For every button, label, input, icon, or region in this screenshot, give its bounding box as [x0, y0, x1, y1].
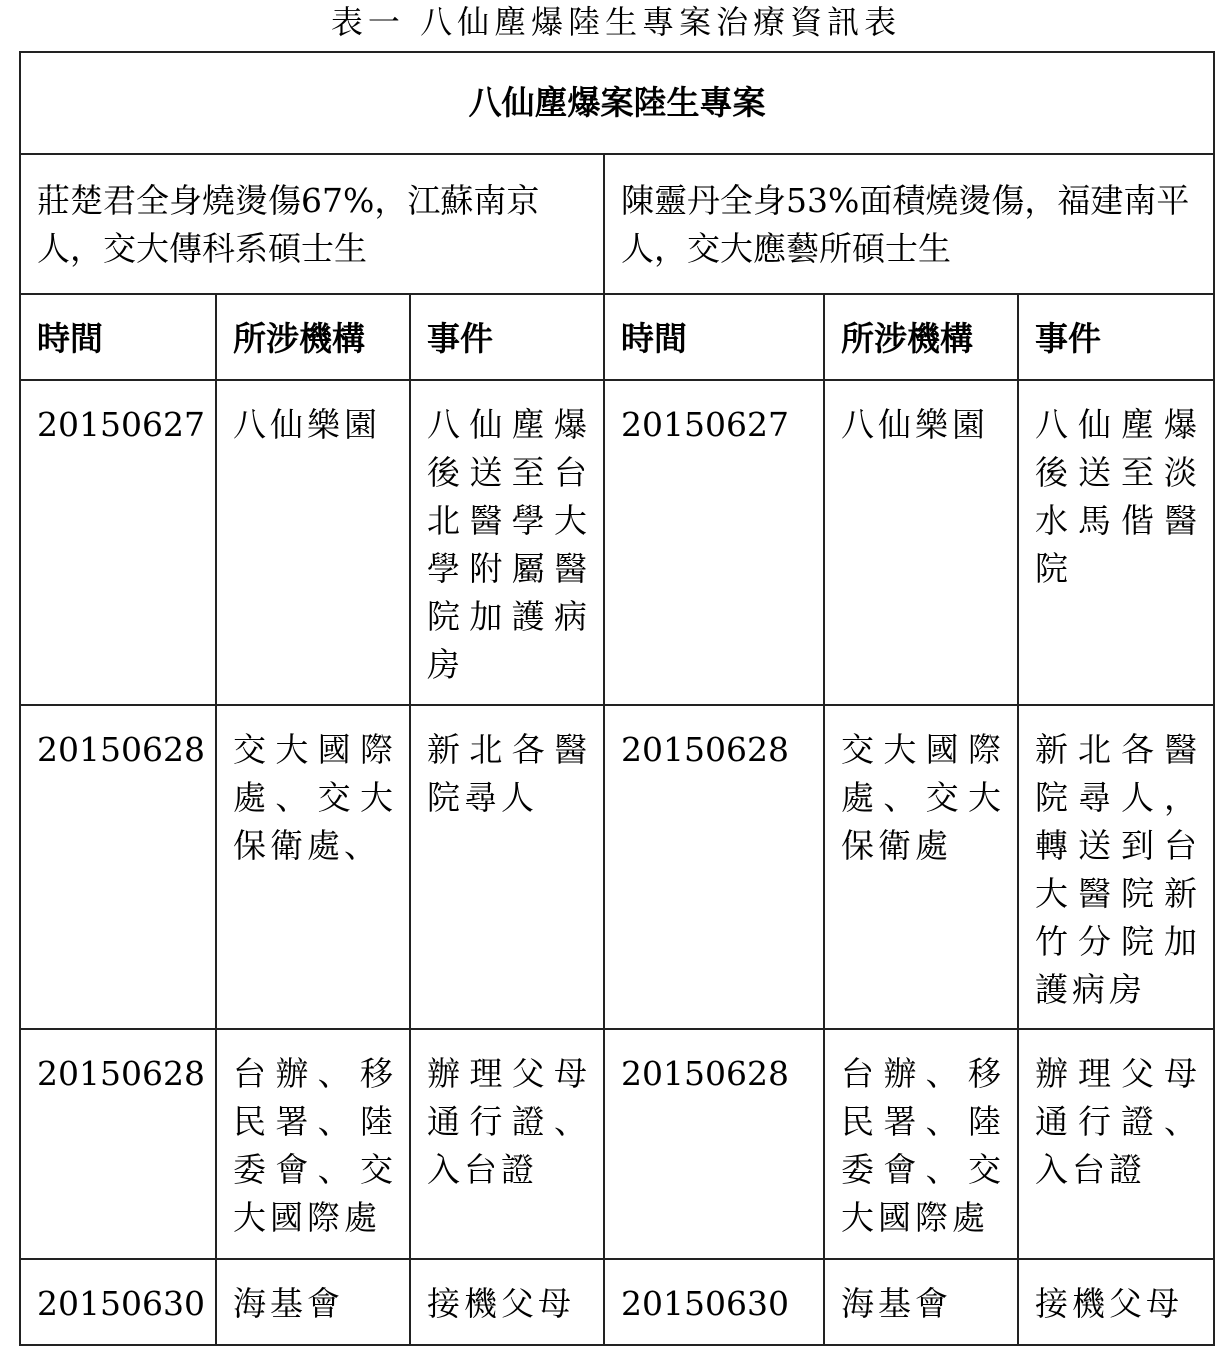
event-cell: 新北各醫院尋人，轉送到台大醫院新竹分院加護病房: [1018, 705, 1214, 1029]
header-event-right: 事件: [1018, 294, 1214, 380]
person-left-description: 莊楚君全身燒燙傷67%，江蘇南京人，交大傳科系碩士生: [20, 154, 604, 294]
table-row: [20, 1259, 1214, 1345]
header-time-left: 時間: [20, 294, 216, 380]
table-row: [20, 705, 1214, 1029]
agency-cell: 八仙樂園: [824, 380, 1018, 705]
event-cell: 辦理父母通行證、入台證: [410, 1029, 604, 1259]
time-cell: 20150628: [604, 705, 824, 1029]
table-banner: 八仙塵爆案陸生專案: [20, 52, 1214, 154]
header-row: [20, 294, 1214, 380]
table-row: [20, 1029, 1214, 1259]
event-cell: 辦理父母通行證、入台證: [1018, 1029, 1214, 1259]
time-cell: 20150630: [20, 1259, 216, 1345]
event-cell: 八仙塵爆後送至台北醫學大學附屬醫院加護病房: [410, 380, 604, 705]
person-right-description: 陳靈丹全身53%面積燒燙傷，福建南平人，交大應藝所碩士生: [604, 154, 1214, 294]
event-cell: 接機父母: [410, 1259, 604, 1345]
time-cell: 20150630: [604, 1259, 824, 1345]
event-cell: 八仙塵爆後送至淡水馬偕醫院: [1018, 380, 1214, 705]
event-cell: 新北各醫院尋人: [410, 705, 604, 1029]
time-cell: 20150628: [604, 1029, 824, 1259]
agency-cell: 台辦、移民署、陸委會、交大國際處: [824, 1029, 1018, 1259]
header-event-left: 事件: [410, 294, 604, 380]
agency-cell: 交大國際處、交大保衛處、: [216, 705, 410, 1029]
table-caption: 表一 八仙塵爆陸生專案治療資訊表: [330, 3, 902, 41]
time-cell: 20150628: [20, 1029, 216, 1259]
agency-cell: 八仙樂園: [216, 380, 410, 705]
event-cell: 接機父母: [1018, 1259, 1214, 1345]
person-row: [20, 154, 1214, 294]
treatment-info-table: [19, 51, 1215, 1346]
header-time-right: 時間: [604, 294, 824, 380]
agency-cell: 台辦、移民署、陸委會、交大國際處: [216, 1029, 410, 1259]
agency-cell: 交大國際處、交大保衛處: [824, 705, 1018, 1029]
header-agency-left: 所涉機構: [216, 294, 410, 380]
agency-cell: 海基會: [216, 1259, 410, 1345]
header-agency-right: 所涉機構: [824, 294, 1018, 380]
time-cell: 20150627: [604, 380, 824, 705]
time-cell: 20150627: [20, 380, 216, 705]
time-cell: 20150628: [20, 705, 216, 1029]
banner-row: [20, 52, 1214, 154]
table-row: [20, 380, 1214, 705]
agency-cell: 海基會: [824, 1259, 1018, 1345]
